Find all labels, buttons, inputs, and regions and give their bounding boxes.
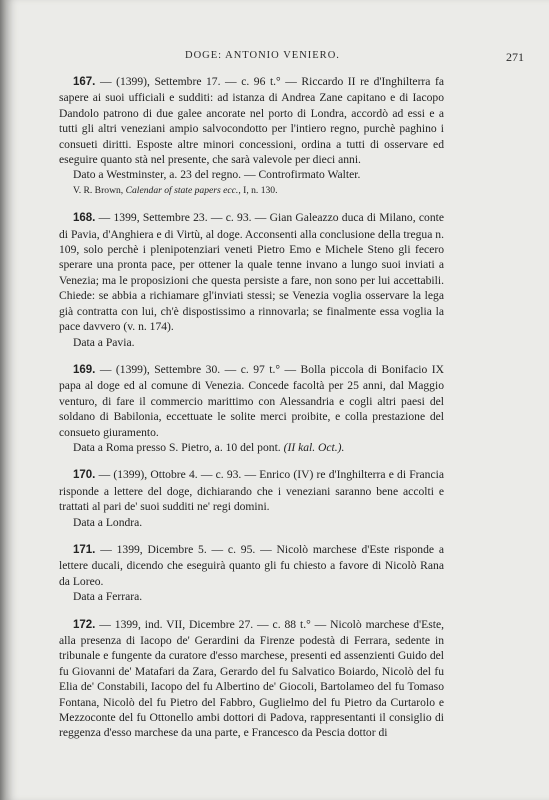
entry-date: Data a Pavia.	[73, 335, 135, 349]
date-roman-calendar: (II kal. Oct.).	[283, 440, 345, 454]
entry-text: — 1399, ind. VII, Dicembre 27. — c. 88 t.° — Nicolò marchese d'Este, alla presenza di Iacopo de' Gerardini da Firenze podestà di Ferrara, sedente in tribunale e fungente da curatore d'esso marchese, presenti ed assenzienti Guido del fu Giovanni de' Matafari da Zara, Gerardo del fu Salvatico Boiardo, Nicolò del fu Elia de' Constabili, Iacopo del fu Albertino de' Giocoli, Bartolameo del fu Tomaso Fontana, Nicolò del fu Pietro del Fabbro, Guglielmo del fu Pietro da Curtarolo e Mezzoconte del fu Ottonello ambi dottori di Padova, rappresentanti il consiglio di reggenza d'esso marchese da una parte, e Francesco da Pescia dottor di	[59, 617, 444, 740]
entry-date	[59, 440, 444, 455]
entry-reference	[59, 183, 444, 198]
reference-title: Calendar of state papers ecc.	[125, 184, 239, 196]
entry-date: Data a Ferrara.	[73, 590, 143, 604]
entry-number: 168.	[73, 212, 96, 225]
entry-168	[59, 210, 444, 350]
entry-paragraph	[59, 210, 444, 334]
document-body	[59, 74, 444, 753]
entry-number: 172.	[73, 618, 96, 631]
page-number: 271	[506, 50, 524, 64]
entry-text: — 1399, Settembre 23. — c. 93. — Gian Galeazzo duca di Milano, conte di Pavia, d'Anghiera e di Virtù, al doge. Acconsenti alla conclusione della tregua n. 109, solo perchè i plenipotenziari veneti Pietro Emo e Michele Steno gli fecero sperare una pronta pace, per ottener la quale tenne invano a lungo suoi inviati a Venezia; ma le proposizioni che questa persiste a fare, non sono per lui accettabili. Chiede: se abbia a richiamare gl'inviati stessi; se Venezia voglia osservare la lega già contratta con lui, ch'è dispostissimo a rinnovarla; se finalmente essa voglia la pace davvero (v. n. 174).	[59, 211, 444, 334]
entry-paragraph	[59, 74, 444, 167]
entry-paragraph	[59, 362, 444, 440]
entry-167	[59, 74, 444, 198]
entry-172	[59, 617, 444, 741]
entry-text: — (1399), Ottobre 4. — c. 93. — Enrico (IV) re d'Inghilterra e di Francia risponde a lettere del doge, dichiarando che i veneziani saranno bene accolti e trattati al pari de' suoi sudditi ne' regi domini.	[59, 468, 444, 514]
entry-paragraph	[59, 617, 444, 741]
entry-171	[59, 542, 444, 605]
entry-number: 170.	[73, 469, 96, 482]
entry-number: 171.	[73, 543, 96, 556]
entry-paragraph	[59, 467, 444, 514]
entry-170	[59, 467, 444, 530]
entry-169	[59, 362, 444, 455]
reference-author: V. R. Brown,	[73, 184, 126, 196]
entry-text: — (1399), Settembre 30. — c. 97 t.° — Bolla piccola di Bonifacio IX papa al doge ed al comune di Venezia. Concede facoltà per 25 anni, dal Maggio venturo, di fare il commercio marittimo con Alessandria e cogli altri paesi del soldano di Babilonia, eccettuate le solite merci proibite, e colla prestazione del consueto giuramento.	[59, 362, 444, 439]
entry-number: 167.	[73, 76, 96, 88]
entry-paragraph	[59, 542, 444, 589]
date-text: Data a Roma presso S. Pietro, a. 10 del pont.	[73, 440, 284, 454]
entry-date: Data a Londra.	[73, 515, 143, 529]
reference-locator: , I, n. 130.	[238, 184, 278, 196]
running-head-title: DOGE: ANTONIO VENIERO.	[185, 50, 340, 61]
entry-date: Dato a Westminster, a. 23 del regno. — Controfirmato Walter.	[73, 168, 361, 182]
entry-text: — 1399, Dicembre 5. — c. 95. — Nicolò marchese d'Este risponde a lettere ducali, dicendo che eseguirà quanto gli fu chiesto a favore di Nicolò Rana da Loreo.	[59, 542, 444, 588]
entry-number: 169.	[73, 363, 96, 376]
entry-text: — (1399), Settembre 17. — c. 96 t.° — Riccardo II re d'Inghilterra fa sapere ai suoi ufficiali e sudditi: ad istanza di Andrea Zane capitano e di Iacopo Dandolo patrono di due galee ancorate nel porto di Londra, accordò ad essi e a tutti gli altri veneziani ampio salvocondotto per l'intiero regno, purchè paghino i consueti diritti. Esposte altre minori concessioni, ordina a tutti di osservare ed eseguire quanto stà nel presente, che sarà valevole per dieci anni.	[59, 75, 444, 167]
